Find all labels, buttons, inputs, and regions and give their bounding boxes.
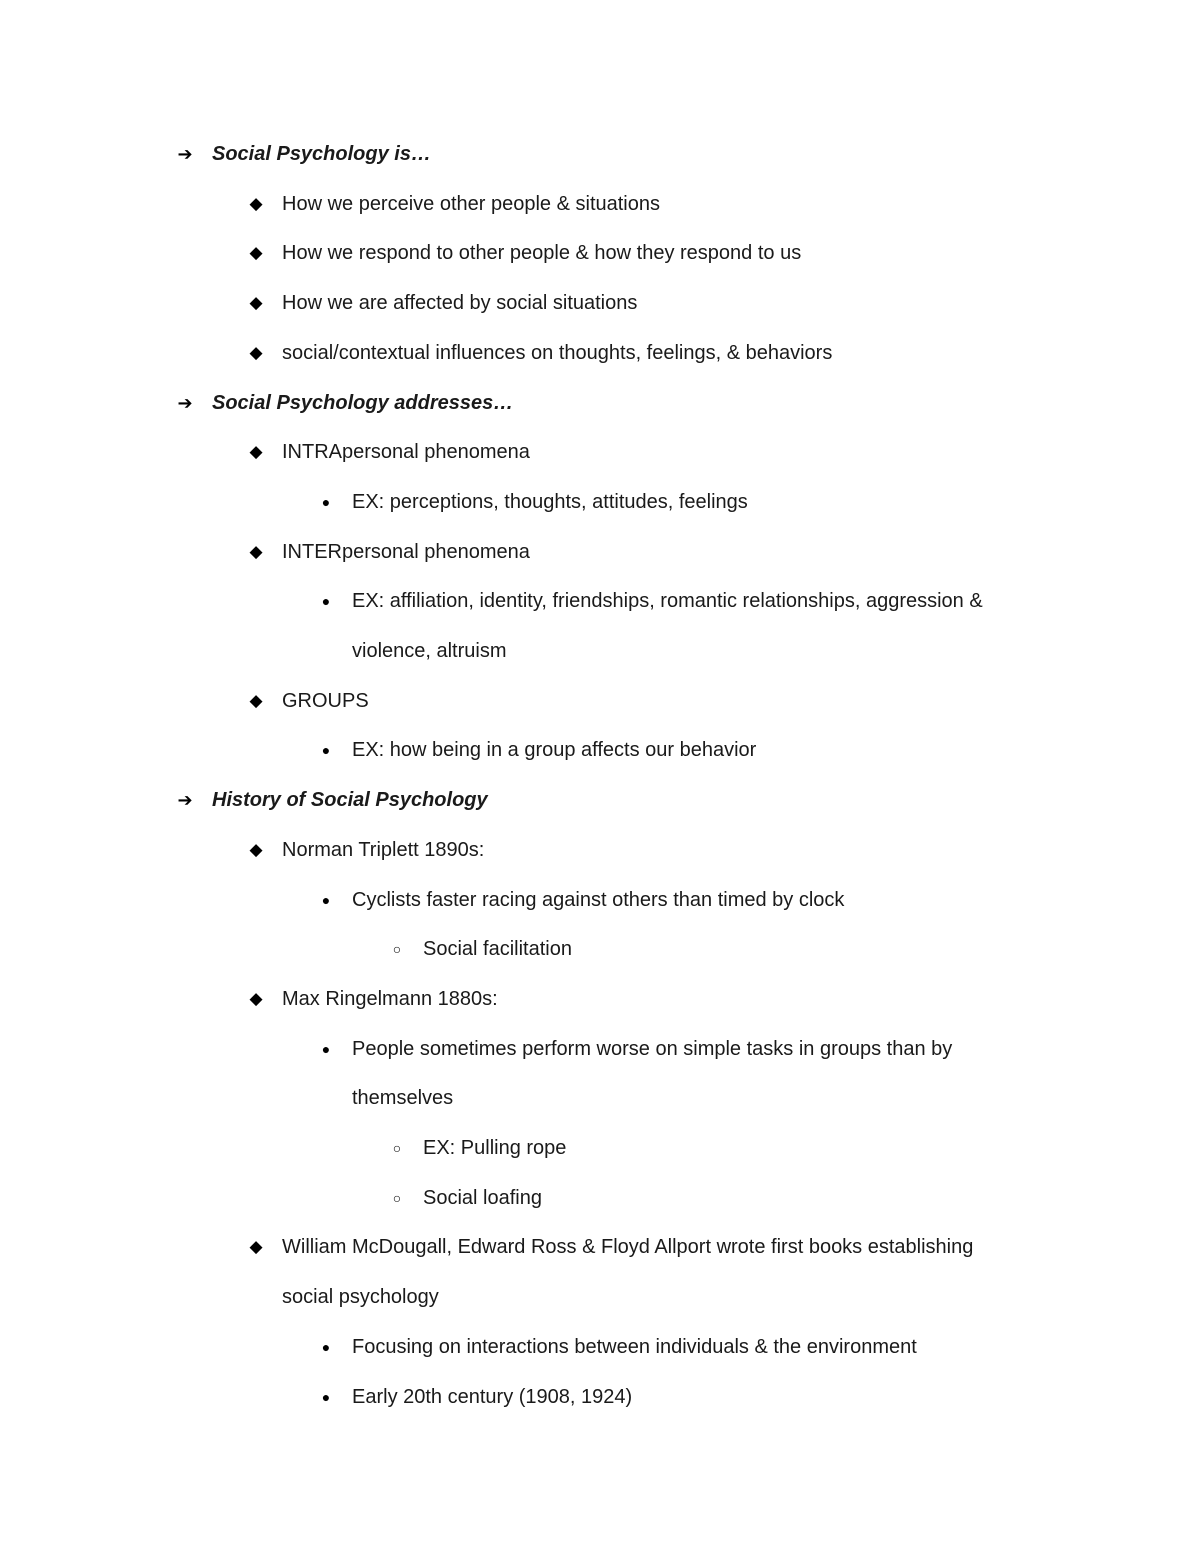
circle-bullet-icon: ○ xyxy=(392,941,402,957)
outline-item-text: Cyclists faster racing against others than timed by clock xyxy=(352,889,845,911)
section-heading: Social Psychology is… xyxy=(212,143,431,165)
dot-bullet-icon: ● xyxy=(321,1389,331,1405)
diamond-bullet-icon: ◆ xyxy=(249,1237,263,1256)
diamond-bullet-icon: ◆ xyxy=(249,989,263,1008)
dot-bullet-icon: ● xyxy=(321,1041,331,1057)
outline-item-text: EX: perceptions, thoughts, attitudes, feelings xyxy=(352,491,748,513)
outline-line xyxy=(0,1334,1200,1384)
outline-line xyxy=(0,936,1200,986)
diamond-bullet-icon: ◆ xyxy=(249,840,263,859)
outline-line xyxy=(0,1185,1200,1235)
diamond-bullet-icon: ◆ xyxy=(249,691,263,710)
section-heading: History of Social Psychology xyxy=(212,789,488,811)
dot-bullet-icon: ● xyxy=(321,742,331,758)
outline-line xyxy=(0,588,1200,638)
outline-item-text: GROUPS xyxy=(282,690,369,712)
outline-line xyxy=(0,787,1200,837)
outline-item-text: EX: affiliation, identity, friendships, romantic relationships, aggression & xyxy=(352,590,983,612)
dot-bullet-icon: ● xyxy=(321,593,331,609)
outline-line xyxy=(0,986,1200,1036)
outline-line xyxy=(0,290,1200,340)
outline-line xyxy=(0,737,1200,787)
outline-line xyxy=(0,688,1200,738)
outline-line xyxy=(0,1234,1200,1284)
outline-item-text: EX: Pulling rope xyxy=(423,1137,567,1159)
outline-line xyxy=(0,887,1200,937)
diamond-bullet-icon: ◆ xyxy=(249,293,263,312)
diamond-bullet-icon: ◆ xyxy=(249,442,263,461)
outline-line xyxy=(0,638,1200,688)
outline-item-text: Norman Triplett 1890s: xyxy=(282,839,485,861)
diamond-bullet-icon: ◆ xyxy=(249,194,263,213)
outline-line xyxy=(0,1284,1200,1334)
outline-item-text: People sometimes perform worse on simple tasks in groups than by xyxy=(352,1038,953,1060)
outline-line xyxy=(0,489,1200,539)
outline-line xyxy=(0,191,1200,241)
diamond-bullet-icon: ◆ xyxy=(249,542,263,561)
dot-bullet-icon: ● xyxy=(321,1339,331,1355)
arrow-bullet-icon: ➔ xyxy=(177,393,193,413)
outline-item-text: William McDougall, Edward Ross & Floyd Allport wrote first books establishing xyxy=(282,1236,974,1258)
outline-item-text: How we respond to other people & how they respond to us xyxy=(282,242,802,264)
outline-item-text: social psychology xyxy=(282,1286,439,1308)
outline-item-text: INTRApersonal phenomena xyxy=(282,441,530,463)
outline-item-text: INTERpersonal phenomena xyxy=(282,541,530,563)
circle-bullet-icon: ○ xyxy=(392,1190,402,1206)
outline-line xyxy=(0,390,1200,440)
dot-bullet-icon: ● xyxy=(321,892,331,908)
diamond-bullet-icon: ◆ xyxy=(249,243,263,262)
arrow-bullet-icon: ➔ xyxy=(177,790,193,810)
outline-line xyxy=(0,1085,1200,1135)
outline-line xyxy=(0,1384,1200,1434)
circle-bullet-icon: ○ xyxy=(392,1140,402,1156)
outline-line xyxy=(0,1036,1200,1086)
outline-line xyxy=(0,1135,1200,1185)
outline-item-text: Early 20th century (1908, 1924) xyxy=(352,1386,633,1408)
outline-line xyxy=(0,240,1200,290)
outline-item-text: Max Ringelmann 1880s: xyxy=(282,988,498,1010)
outline-line xyxy=(0,340,1200,390)
outline-item-text: Social facilitation xyxy=(423,938,572,960)
outline-item-text: EX: how being in a group affects our behavior xyxy=(352,739,757,761)
dot-bullet-icon: ● xyxy=(321,494,331,510)
outline-item-text: How we are affected by social situations xyxy=(282,292,638,314)
outline-item-text: Focusing on interactions between individuals & the environment xyxy=(352,1336,917,1358)
diamond-bullet-icon: ◆ xyxy=(249,343,263,362)
outline-item-text: social/contextual influences on thoughts, feelings, & behaviors xyxy=(282,342,833,364)
outline-line xyxy=(0,439,1200,489)
arrow-bullet-icon: ➔ xyxy=(177,144,193,164)
outline-item-text: violence, altruism xyxy=(352,640,507,662)
outline-item-text: themselves xyxy=(352,1087,454,1109)
section-heading: Social Psychology addresses… xyxy=(212,392,514,414)
outline-item-text: How we perceive other people & situations xyxy=(282,193,660,215)
outline-line xyxy=(0,141,1200,191)
outline-line xyxy=(0,837,1200,887)
outline-line xyxy=(0,539,1200,589)
outline-item-text: Social loafing xyxy=(423,1187,542,1209)
